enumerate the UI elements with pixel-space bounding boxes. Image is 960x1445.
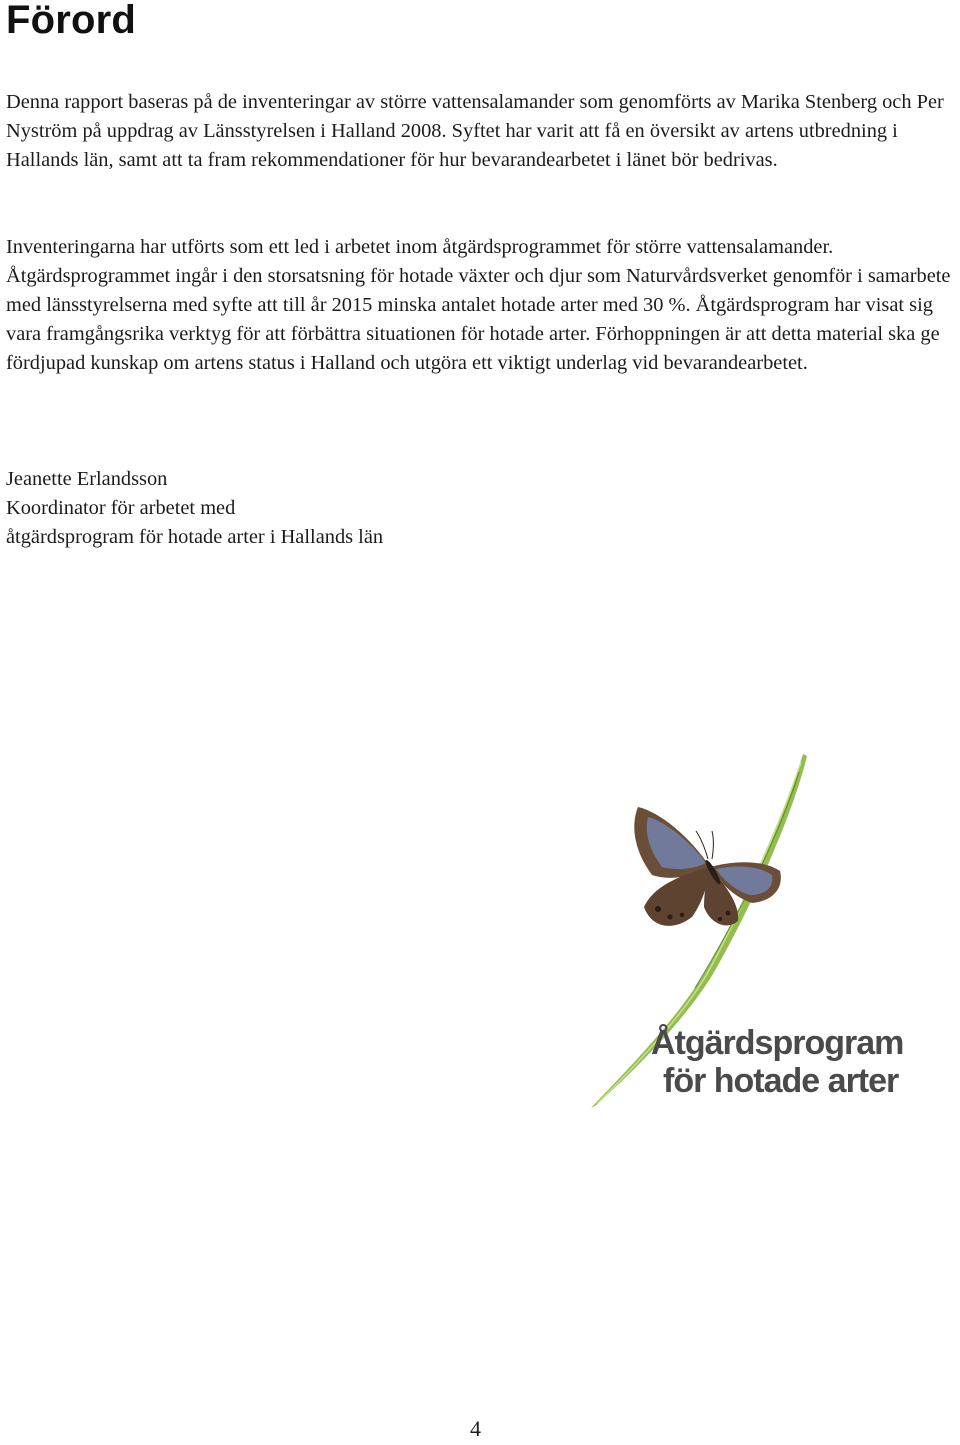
page-number: 4 — [470, 1416, 481, 1441]
butterfly — [634, 807, 781, 926]
program-logo — [585, 752, 955, 1112]
paragraph-intro: Denna rapport baseras på de inventeringar av större vattensalamander som genomförts av Marika Stenberg och Per Nyström på uppdrag av Länsstyrelsen i Halland 2008. Syftet har varit att få en översikt av artens utbredning i Hallands län, samt att ta fram rekommendationer för hur bevarandearbetet i länet bör bedrivas. — [6, 91, 944, 171]
logo-line2: för hotade arter — [663, 1062, 899, 1100]
paragraph-program: Inventeringarna har utförts som ett led i arbetet inom åtgärdsprogrammet för större vattensalamander. Åtgärdsprogrammet ingår i den storsatsning för hotade växter och djur som Naturvårdsverket genomför i samarbete med länsstyrelserna med syfte att till år 2015 minska antalet hotade arter med 30 %. Åtgärdsprogram har visat sig vara framgångsrika verktyg för att förbättra situationen för hotade arter. Förhoppningen är att detta material ska ge fördjupad kunskap om artens status i Halland och utgöra ett viktigt underlag vid bevarandearbetet. — [6, 236, 951, 374]
signature-title-line1: Koordinator för arbetet med — [6, 497, 236, 519]
signature-name: Jeanette Erlandsson — [6, 468, 168, 490]
signature-title-line2: åtgärdsprogram för hotade arter i Hallands län — [6, 526, 384, 548]
logo-line1: Åtgärdsprogram — [651, 1024, 904, 1062]
logo-wordmark — [651, 1024, 903, 1100]
page-title: Förord — [6, 0, 137, 42]
signature-block — [6, 465, 706, 552]
